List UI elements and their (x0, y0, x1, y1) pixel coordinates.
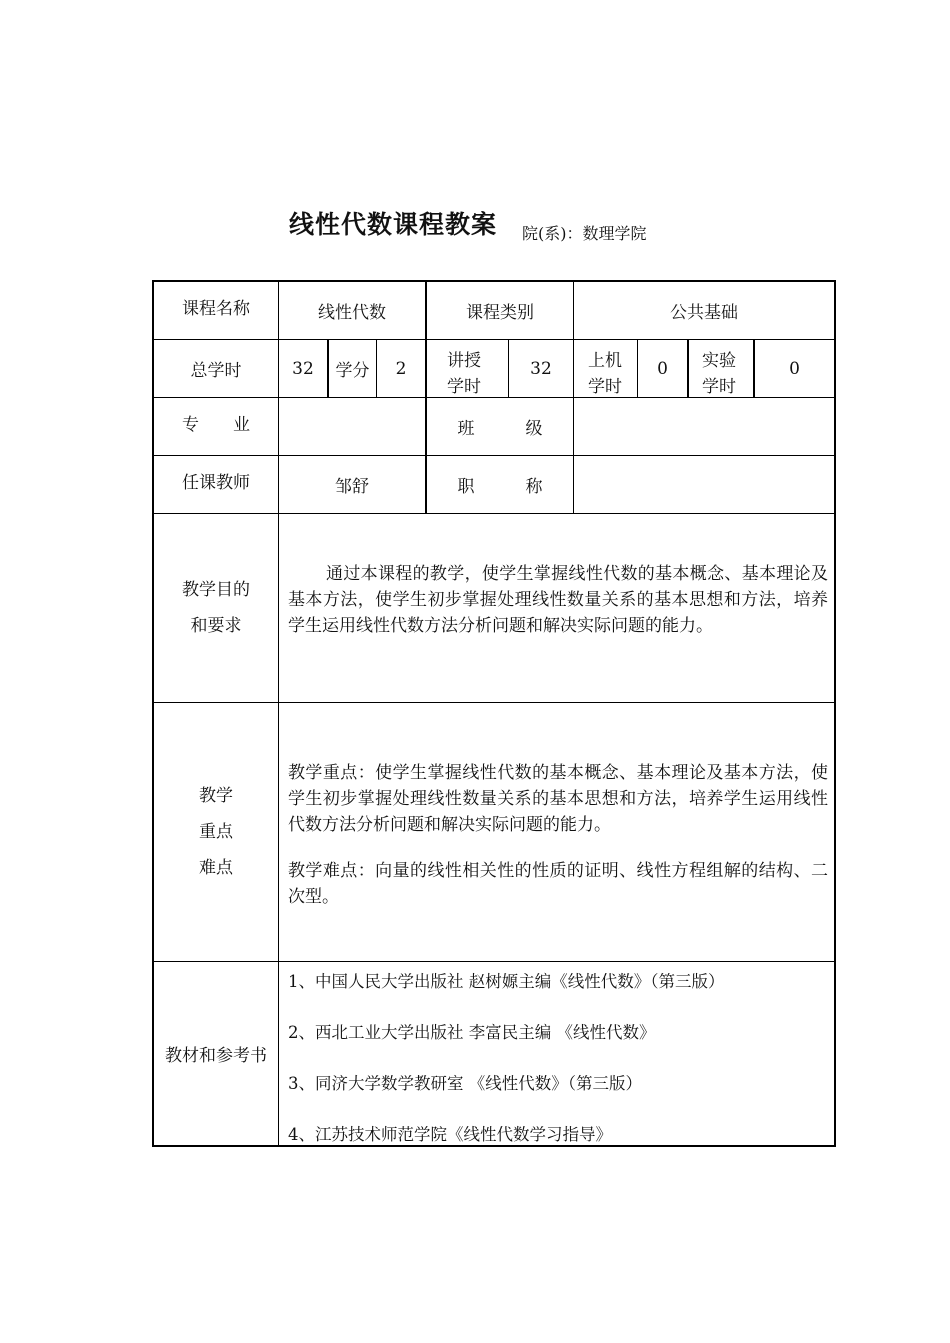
class-value (574, 398, 834, 455)
keypoints-label (154, 703, 278, 961)
credits-value: 2 (395, 358, 407, 379)
lab-hours-label-line1: 实验 (702, 351, 736, 371)
reference-item: 4、江苏技术师范学院《线性代数学习指导》 (288, 1125, 612, 1144)
title-value (574, 456, 834, 513)
objectives-text: 通过本课程的教学，使学生掌握线性代数的基本概念、基本理论及基本方法，使学生初步掌握处理线性数量关系的基本思想和方法，培养学生运用线性代数方法分析问题和解决实际问题的能力。 (288, 564, 828, 636)
lecture-hours-value: 32 (530, 358, 552, 379)
objectives-label-line2: 和要求 (190, 616, 242, 636)
key-points-text: 教学重点：使学生掌握线性代数的基本概念、基本理论及基本方法，使学生初步掌握处理线性数量关系的基本思想和方法，培养学生运用线性代数方法分析问题和解决实际问题的能力。 (288, 763, 828, 835)
credits-label: 学分 (335, 361, 370, 381)
computer-hours-label-line1: 上机 (588, 351, 622, 371)
computer-hours-label-line2: 学时 (588, 377, 622, 397)
teacher-label: 任课教师 (182, 472, 250, 493)
objectives-label-line1: 教学目的 (182, 580, 250, 600)
difficulties-text: 教学难点：向量的线性相关性的性质的证明、线性方程组解的结构、二次型。 (288, 861, 828, 907)
lab-hours-label (689, 340, 753, 397)
lesson-plan-table (152, 280, 836, 1147)
lecture-hours-label (427, 340, 508, 397)
lecture-hours-label-line2: 学时 (447, 377, 481, 397)
keypoints-label-line2: 重点 (199, 822, 233, 842)
teacher-value: 邹舒 (335, 477, 369, 497)
lecture-hours-label-line1: 讲授 (447, 351, 481, 371)
objectives-label (154, 514, 278, 702)
major-value (279, 398, 425, 455)
references-label: 教材和参考书 (165, 1046, 267, 1066)
computer-hours-value: 0 (657, 358, 668, 379)
document-title: 线性代数课程教案 (289, 210, 498, 239)
course-type-label: 课程类别 (466, 303, 534, 323)
total-hours-value: 32 (292, 358, 314, 379)
course-name-label: 课程名称 (182, 298, 250, 319)
reference-item: 1、中国人民大学出版社 赵树嫄主编《线性代数》（第三版） (288, 972, 725, 991)
computer-hours-label (574, 340, 637, 397)
lab-hours-value: 0 (789, 358, 800, 379)
reference-item: 2、西北工业大学出版社 李富民主编 《线性代数》 (288, 1023, 656, 1042)
total-hours-label: 总学时 (190, 361, 242, 381)
course-type-value: 公共基础 (670, 303, 738, 323)
department-label: 院(系)：数理学院 (522, 224, 647, 243)
keypoints-label-line3: 难点 (199, 858, 233, 878)
keypoints-label-line1: 教学 (199, 786, 233, 806)
title-label: 职 称 (457, 477, 543, 497)
reference-item: 3、同济大学数学教研室 《线性代数》（第三版） (288, 1074, 642, 1093)
course-name-value: 线性代数 (318, 303, 386, 323)
lab-hours-label-line2: 学时 (702, 377, 736, 397)
major-label: 专 业 (182, 414, 250, 435)
class-label: 班 级 (457, 419, 543, 439)
